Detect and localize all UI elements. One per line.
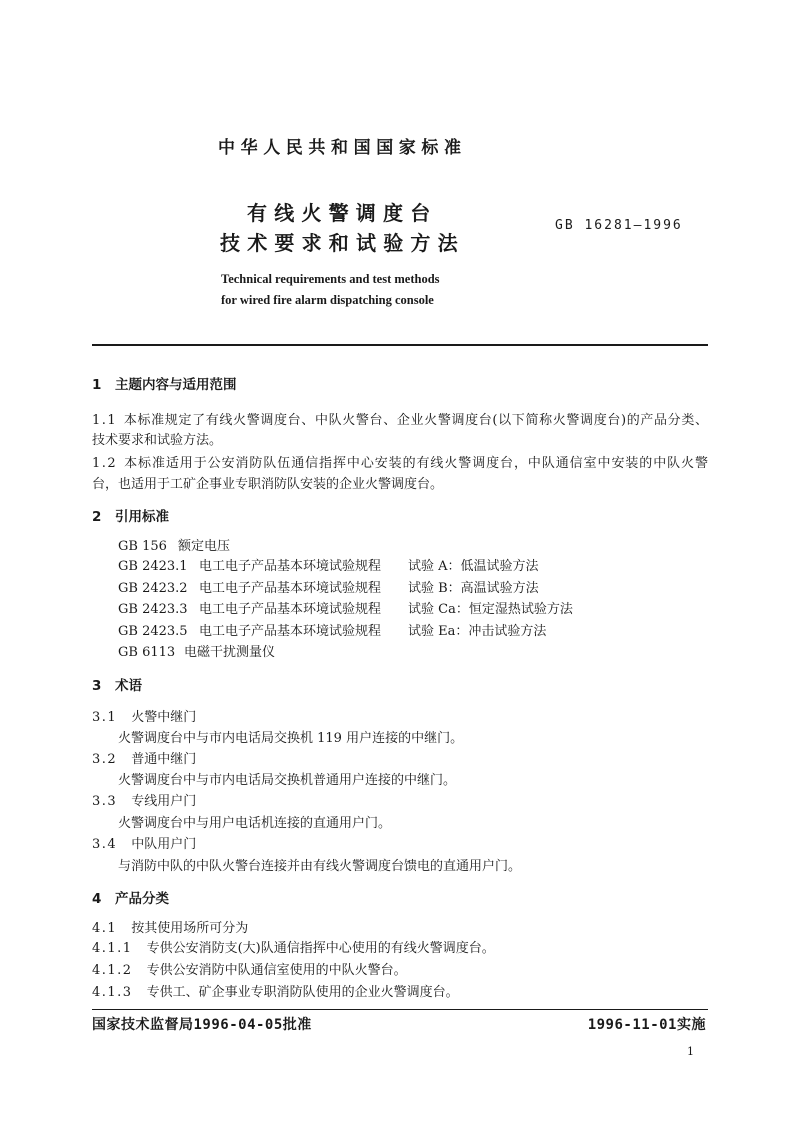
item-number: 4.1.3 [92,985,133,1000]
clause-1-2-line-1 [92,454,708,474]
reference-row [118,537,230,557]
reference-row [118,643,275,663]
reference-title: 电磁干扰测量仪 [184,645,276,660]
term-name: 火警中继门 [131,710,197,725]
clause-number: 1.2 [92,456,118,471]
section-number: 4 [92,891,102,907]
standard-code: GB 16281—1996 [555,218,683,233]
clause-1-2-line-2: 台，也适用于工矿企事业专职消防队安装的企业火警调度台。 [92,477,444,492]
term-number: 3.2 [92,752,118,767]
reference-test: 试验 B：高温试验方法 [408,581,539,596]
reference-title: 电工电子产品基本环境试验规程 [199,624,382,639]
reference-title: 额定电压 [178,539,231,554]
term-name: 普通中继门 [131,752,197,767]
reference-test: 试验 Ca：恒定湿热试验方法 [408,602,573,617]
classification-item [92,919,248,939]
section-title: 术语 [115,678,142,694]
classification-item [92,939,495,959]
reference-test: 试验 Ea：冲击试验方法 [408,624,547,639]
reference-row [118,579,539,599]
term-definition: 与消防中队的中队火警台连接并由有线火警调度台馈电的直通用户门。 [118,859,522,874]
reference-title: 电工电子产品基本环境试验规程 [199,581,382,596]
section-1-heading [92,375,237,395]
reference-title: 电工电子产品基本环境试验规程 [199,559,382,574]
reference-code: GB 2423.1 [118,559,188,574]
reference-row [118,622,546,642]
section-3-heading [92,676,142,696]
term-heading [92,708,196,728]
reference-test: 试验 A：低温试验方法 [408,559,539,574]
title-english-line-1: Technical requirements and test methods [221,272,440,286]
effective-date: 1996-11-01实施 [587,1017,706,1033]
title-english-line-2: for wired fire alarm dispatching console [221,293,434,307]
term-definition: 火警调度台中与市内电话局交换机普通用户连接的中继门。 [118,773,457,788]
section-2-heading [92,507,169,527]
reference-code: GB 2423.3 [118,602,188,617]
reference-code: GB 2423.5 [118,624,188,639]
term-heading [92,750,196,770]
reference-title: 电工电子产品基本环境试验规程 [199,602,382,617]
classification-item [92,961,407,981]
item-text: 专供公安消防中队通信室使用的中队火警台。 [146,963,407,978]
approval-date: 国家技术监督局1996-04-05批准 [92,1017,312,1033]
item-text: 专供工、矿企事业专职消防队使用的企业火警调度台。 [146,985,459,1000]
section-number: 1 [92,377,102,393]
term-definition: 火警调度台中与用户电话机连接的直通用户门。 [118,816,392,831]
standard-category-header: 中华人民共和国国家标准 [218,138,467,158]
reference-row [118,600,573,620]
term-number: 3.4 [92,837,118,852]
item-number: 4.1.2 [92,963,133,978]
title-chinese-line-2: 技术要求和试验方法 [220,231,465,255]
page-number: 1 [687,1045,694,1058]
reference-code: GB 2423.2 [118,581,188,596]
item-number: 4.1.1 [92,941,133,956]
section-title: 产品分类 [115,891,169,907]
title-chinese-line-1: 有线火警调度台 [247,201,438,225]
term-number: 3.1 [92,710,118,725]
reference-code: GB 6113 [118,645,176,660]
section-number: 3 [92,678,102,694]
term-heading [92,835,196,855]
section-4-heading [92,889,169,909]
term-name: 专线用户门 [131,794,197,809]
term-definition: 火警调度台中与市内电话局交换机 119 用户连接的中继门。 [118,731,464,746]
clause-text: 本标准规定了有线火警调度台、中队火警台、企业火警调度台(以下简称火警调度台)的产品分类、 [123,413,708,428]
header-divider [92,344,708,346]
clause-1-1-line-1 [92,411,708,431]
item-text: 专供公安消防支(大)队通信指挥中心使用的有线火警调度台。 [146,941,495,956]
clause-1-1-line-2: 技术要求和试验方法。 [92,433,223,448]
classification-item [92,983,459,1003]
item-text: 按其使用场所可分为 [131,921,249,936]
section-number: 2 [92,509,102,525]
clause-number: 1.1 [92,413,118,428]
reference-code: GB 156 [118,539,167,554]
section-title: 引用标准 [115,509,169,525]
footer-divider [92,1009,708,1010]
term-name: 中队用户门 [131,837,197,852]
term-number: 3.3 [92,794,118,809]
item-number: 4.1 [92,921,118,936]
section-title: 主题内容与适用范围 [115,377,237,393]
reference-row [118,557,539,577]
clause-text: 本标准适用于公安消防队伍通信指挥中心安装的有线火警调度台，中队通信室中安装的中队火警 [123,456,708,471]
term-heading [92,792,196,812]
